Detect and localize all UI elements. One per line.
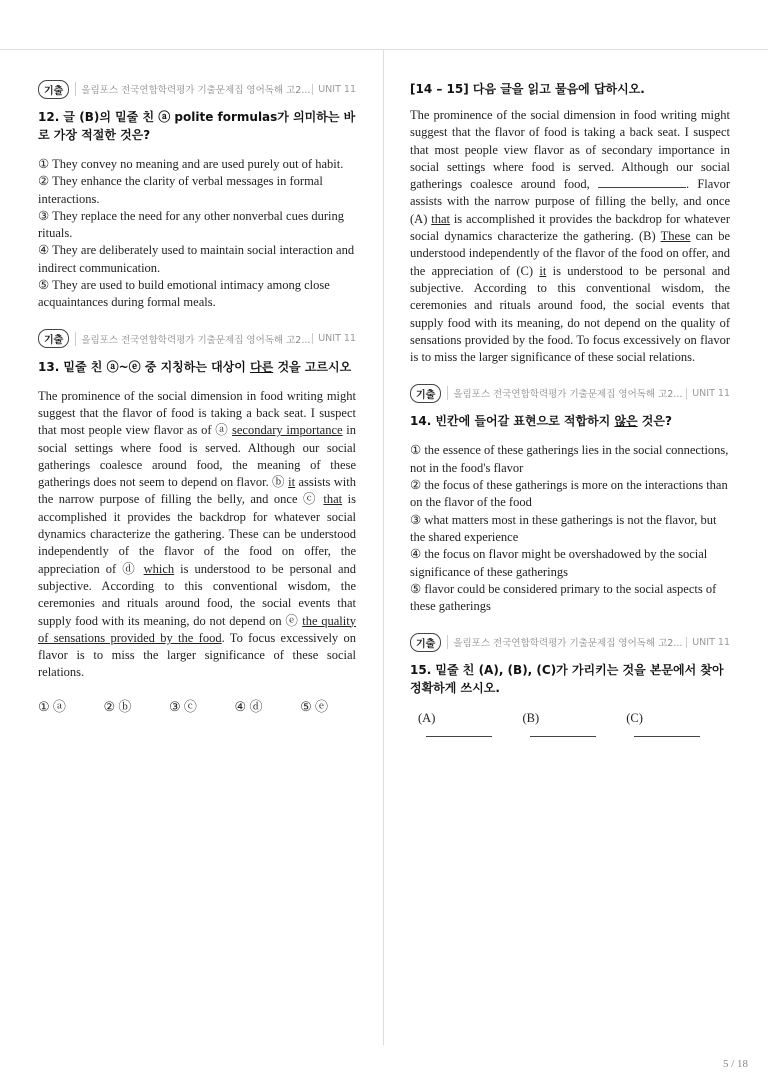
q14-options [410,442,730,615]
page-number: 5 / 18 [722,1058,748,1070]
passage-text: . To focus excessively on flavor is to miss the larger significance of these social relations. [38,630,357,680]
right-column [410,80,730,741]
q14-title-part: 14. 빈칸에 들어갈 표현으로 적합하지 [410,414,615,429]
unit-label: UNIT 11 [686,388,730,399]
column-divider [383,50,384,1045]
q13-answer-choices [38,696,356,715]
answer-field-a[interactable] [418,711,504,741]
source-label: 올림포스 전국연합학력평가 기출문제집 영어독해 고2... [447,386,682,400]
passage-text: . Flavor assists with the narrow purpose of filling the belly, and once (A) [410,177,730,226]
q12-title: 12. 글 (B)의 밑줄 친 ⓐ polite formulas가 의미하는 바로 가장 적절한 것은? [38,110,356,142]
gichul-badge: 기출 [38,329,69,348]
q15-title: 15. 밑줄 친 (A), (B), (C)가 가리키는 것을 본문에서 찾아 정확하게 쓰시오. [410,663,724,696]
question-tag [410,384,730,402]
source-label: 올림포스 전국연합학력평가 기출문제집 영어독해 고2... [75,332,310,346]
passage-text: is accomplished it provides the backdrop for whatever social dynamics characterize the gathering. These can be understood independently of the flavor of the food on offer, the appreciation of ⓓ [38,492,357,576]
unit-label: UNIT 11 [312,84,356,95]
gichul-badge: 기출 [38,80,69,99]
q14-title-part: 것은? [637,414,672,429]
q12-options [38,156,356,312]
answer-label: (A) [418,711,436,726]
question-tag [38,80,356,98]
q14-option: ③ what matters most in these gatherings is not the flavor, but the shared experience [410,512,717,544]
q14-title [410,412,730,430]
answer-field-c[interactable] [626,711,712,741]
q12-option: ② They enhance the clarity of verbal messages in formal interactions. [38,174,323,206]
underlined-B: These [660,229,691,244]
passage-text: assists with the narrow purpose of filling the belly, and once ⓒ [38,475,356,507]
underlined-C: it [539,263,547,278]
q12-option: ① They convey no meaning and are used purely out of habit. [38,157,344,171]
passage-text: The prominence of the social dimension in food writing might suggest that the flavor of food is taking a back seat. I suspect that most people view flavor as of secondary importance in social settings where food is served. Although our social gatherings coalesce around food, [410,108,730,192]
left-column [38,80,356,715]
answer-choice[interactable]: ① ⓐ [38,698,66,714]
q13-title-underlined: 다른 [250,359,274,374]
q13-passage [38,388,356,682]
q12-option: ④ They are deliberately used to maintain social interaction and indirect communication. [38,243,355,275]
passage-text: in social settings where food is served. Although our social gatherings coalesce around food, the meaning of these gatherings does not seem to depend on flavor. ⓑ [38,423,356,490]
q12-option: ③ They replace the need for any other nonverbal cues during rituals. [38,208,344,241]
underlined-e: the quality of sensations provided by the food [38,613,356,645]
passage-text: The prominence of the social dimension in food writing might suggest that the flavor of food is taking a back seat. I suspect that most people view flavor as of ⓐ [38,388,356,438]
q15-answer-lines [410,711,730,741]
underlined-d: which [143,561,175,576]
gichul-badge: 기출 [410,633,441,652]
answer-line [634,726,700,737]
answer-choice[interactable]: ② ⓑ [103,698,132,714]
passage-text: is understood to be personal and subjective. According to this conventional wisdom, the ceremonies and rituals around food, the social events that supply food with its meaning, do not depend on the quality of sensations provided by the food. To focus excessively on flavor is to miss the larger significance of these social relations. [410,263,730,365]
q14-option: ② the focus of these gatherings is more on the interactions than on the flavor of the food [410,478,728,510]
unit-label: UNIT 11 [312,333,356,344]
passage-text: is accomplished it provides the backdrop for whatever social dynamics characterize the gathering. (B) [410,211,731,244]
answer-choice[interactable]: ④ ⓓ [234,698,263,714]
question-tag [38,330,356,348]
gichul-badge: 기출 [410,384,441,403]
q12-option: ⑤ They are used to build emotional intimacy among close acquaintances during formal meals. [38,278,330,310]
group-heading: [14 – 15] 다음 글을 읽고 물음에 답하시오. [410,82,645,96]
underlined-a: secondary importance [231,423,343,438]
answer-line [530,726,596,737]
source-label: 올림포스 전국연합학력평가 기출문제집 영어독해 고2... [447,635,682,649]
passage-text: can be understood independently of the flavor of the food on offer, and the appreciation of (C) [410,229,730,278]
answer-line [426,726,492,737]
q14-option: ⑤ flavor could be considered primary to the social aspects of these gatherings [410,581,717,614]
answer-choice[interactable]: ⑤ ⓔ [300,698,328,714]
passage-text: is understood to be personal and subjective. According to this conventional wisdom, the ceremonies and rituals around food, the social events that supply food with its meaning, do not depend on ⓔ [38,561,356,628]
q14-option: ④ the focus on flavor might be overshadowed by the social significance of these gatherings [410,547,708,579]
top-rule [0,49,768,50]
q14-option: ① the essence of these gatherings lies in the social connections, not in the food's flavor [410,443,729,475]
q14-title-underlined: 않은 [614,414,638,429]
q13-title [38,358,356,376]
answer-label: (B) [522,711,540,726]
q13-title-part: 것을 고르시오 [273,359,352,374]
source-label: 올림포스 전국연합학력평가 기출문제집 영어독해 고2... [75,82,310,96]
group-passage [410,107,730,366]
q13-title-part: 13. 밑줄 친 ⓐ~ⓔ 중 지칭하는 대상이 [38,359,251,374]
underlined-b: it [288,475,296,490]
answer-choice[interactable]: ③ ⓒ [169,698,197,714]
underlined-A: that [431,211,450,226]
underlined-c: that [323,492,343,507]
answer-field-b[interactable] [522,711,608,741]
unit-label: UNIT 11 [686,637,730,648]
question-tag [410,633,730,651]
answer-label: (C) [626,711,643,726]
answer-blank [598,177,686,188]
